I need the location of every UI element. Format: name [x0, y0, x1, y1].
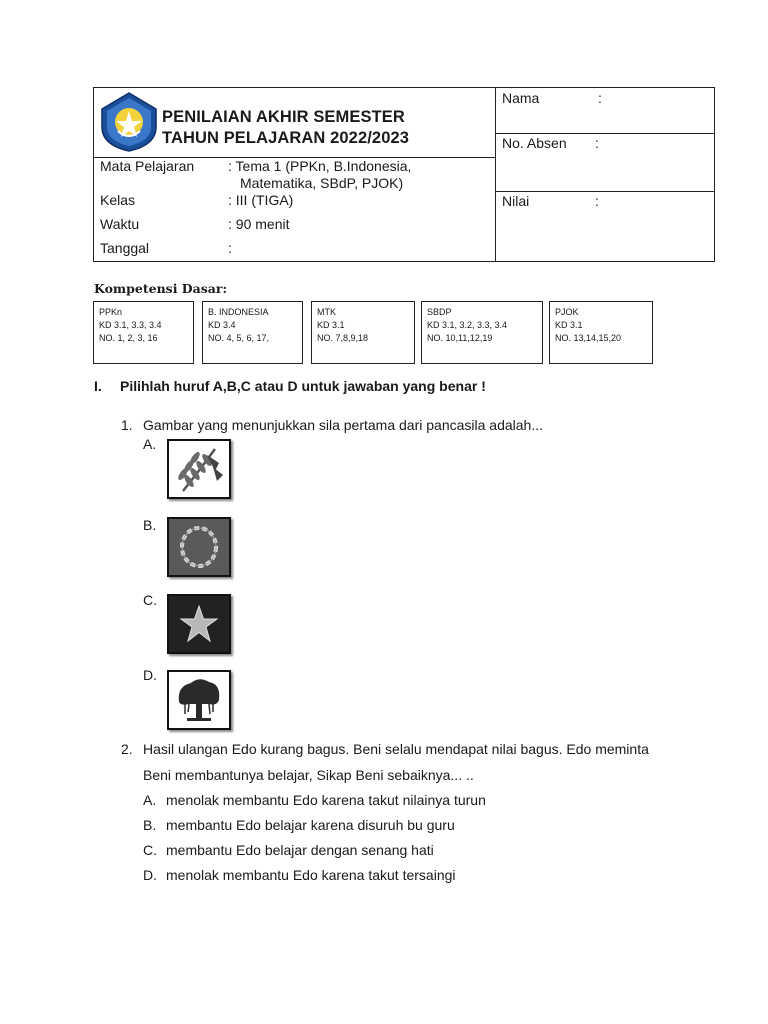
date-value: : — [228, 240, 232, 256]
divider — [495, 88, 496, 262]
kd-box-ppkn — [93, 301, 194, 364]
divider — [495, 191, 715, 192]
kd-subject: MTK — [317, 307, 336, 317]
kd-box-mtk — [311, 301, 415, 364]
question-number: 1. — [121, 417, 133, 433]
kd-subject: PJOK — [555, 307, 579, 317]
subject-label: Mata Pelajaran — [100, 158, 195, 174]
divider — [495, 133, 715, 134]
option-letter: B. — [143, 817, 157, 833]
section-number: I. — [94, 378, 102, 394]
question-text: Gambar yang menunjukkan sila pertama dari pancasila adalah... — [143, 417, 544, 433]
bintang-icon[interactable] — [167, 594, 231, 654]
name-label: Nama — [502, 90, 540, 106]
kd-code: KD 3.1, 3.3, 3.4 — [99, 320, 162, 330]
option-text[interactable]: menolak membantu Edo karena takut tersaingi — [166, 867, 456, 883]
kd-subject: SBDP — [427, 307, 452, 317]
kd-numbers: NO. 4, 5, 6, 17, — [208, 333, 270, 343]
option-letter: B. — [143, 517, 157, 533]
kd-numbers: NO. 13,14,15,20 — [555, 333, 622, 343]
option-letter: D. — [143, 867, 157, 883]
kompetensi-title: Kompetensi Dasar: — [94, 281, 228, 296]
date-label: Tanggal — [100, 240, 150, 256]
subject-value-cont: Matematika, SBdP, PJOK) — [240, 175, 404, 191]
kd-code: KD 3.1, 3.2, 3.3, 3.4 — [427, 320, 508, 330]
option-text[interactable]: menolak membantu Edo karena takut nilainya turun — [166, 792, 486, 808]
score-colon: : — [595, 193, 599, 209]
option-text[interactable]: membantu Edo belajar karena disuruh bu guru — [166, 817, 455, 833]
subject-value: : Tema 1 (PPKn, B.Indonesia, — [228, 158, 412, 174]
time-label: Waktu — [100, 216, 140, 232]
option-letter: A. — [143, 436, 157, 452]
kd-subject: PPKn — [99, 307, 123, 317]
padi-kapas-icon[interactable] — [167, 439, 231, 499]
option-text[interactable]: membantu Edo belajar dengan senang hati — [166, 842, 434, 858]
header-table — [93, 87, 715, 262]
kd-code: KD 3.1 — [555, 320, 583, 330]
class-value: : III (TIGA) — [228, 192, 294, 208]
absen-label: No. Absen — [502, 135, 567, 151]
score-label: Nilai — [502, 193, 530, 209]
school-year-title: TAHUN PELAJARAN 2022/2023 — [162, 129, 410, 147]
class-label: Kelas — [100, 192, 136, 208]
option-letter: D. — [143, 667, 157, 683]
kd-box-bindonesia — [202, 301, 303, 364]
kd-numbers: NO. 10,11,12,19 — [427, 333, 493, 343]
kd-box-pjok — [549, 301, 653, 364]
absen-colon: : — [595, 135, 599, 151]
kd-numbers: NO. 7,8,9,18 — [317, 333, 369, 343]
kd-subject: B. INDONESIA — [208, 307, 269, 317]
pohon-beringin-icon[interactable] — [167, 670, 231, 730]
section-instruction: Pilihlah huruf A,B,C atau D untuk jawaban yang benar ! — [120, 378, 486, 394]
option-letter: A. — [143, 792, 157, 808]
time-value: : 90 menit — [228, 216, 290, 232]
option-letter: C. — [143, 592, 157, 608]
question-text: Hasil ulangan Edo kurang bagus. Beni selalu mendapat nilai bagus. Edo meminta — [143, 741, 649, 757]
option-letter: C. — [143, 842, 157, 858]
kd-numbers: NO. 1, 2, 3, 16 — [99, 333, 158, 343]
question-text-cont: Beni membantunya belajar, Sikap Beni sebaiknya... .. — [143, 767, 474, 783]
kd-code: KD 3.1 — [317, 320, 345, 330]
tut-wuri-handayani-logo — [98, 91, 160, 153]
name-colon: : — [598, 90, 602, 106]
kd-code: KD 3.4 — [208, 320, 236, 330]
rantai-icon[interactable] — [167, 517, 231, 577]
kd-box-sbdp — [421, 301, 543, 364]
question-number: 2. — [121, 741, 133, 757]
exam-title: PENILAIAN AKHIR SEMESTER — [162, 108, 405, 126]
